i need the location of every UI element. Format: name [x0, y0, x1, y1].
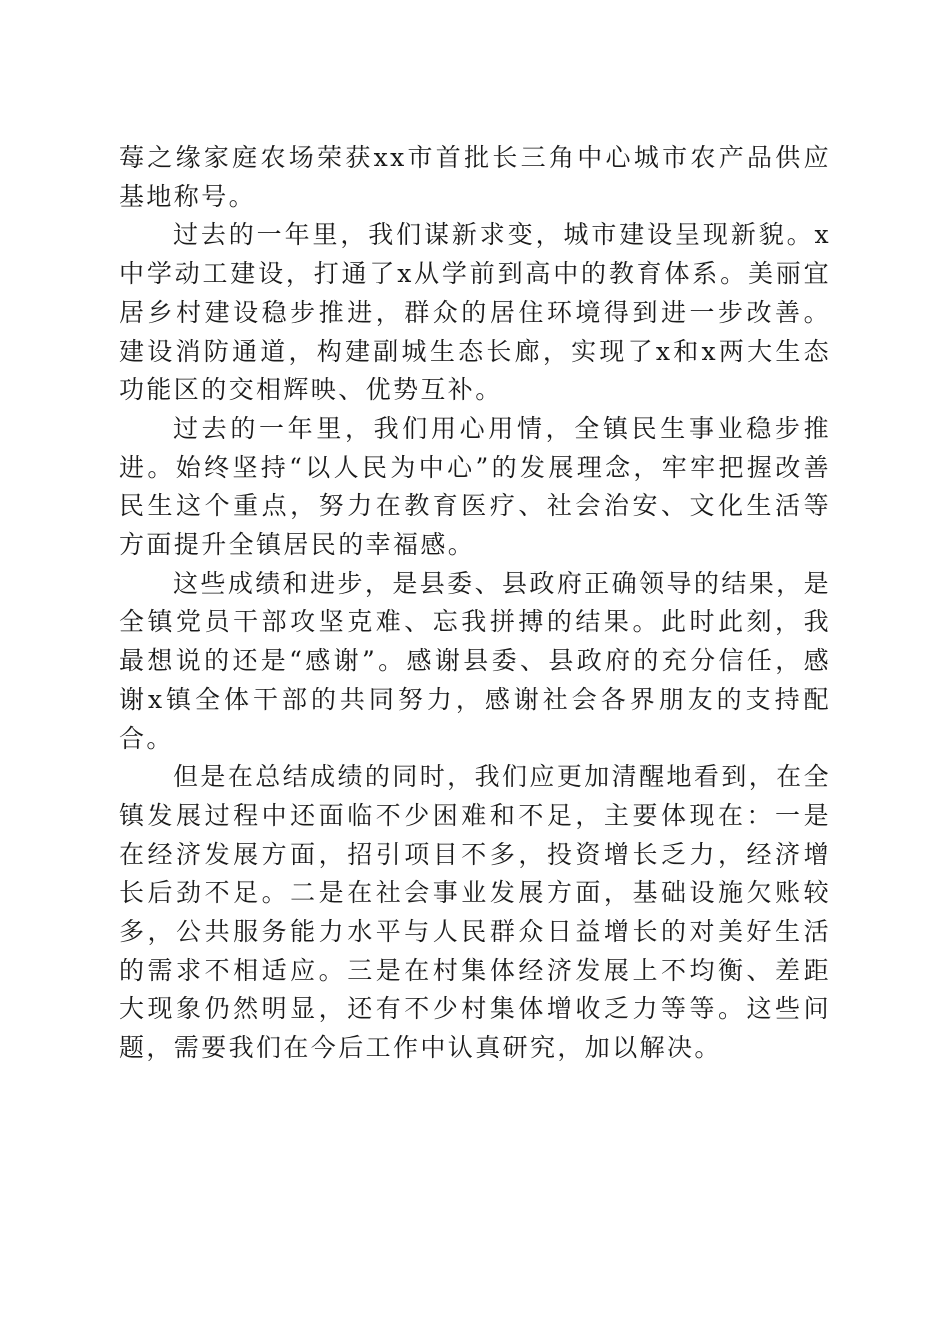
paragraph-continuation: 莓之缘家庭农场荣获xx市首批长三角中心城市农产品供应基地称号。 [119, 143, 831, 211]
paragraph-urban-construction: 过去的一年里，我们谋新求变，城市建设呈现新貌。x中学动工建设，打通了x从学前到高中的教育体系。美丽宜居乡村建设稳步推进，群众的居住环境得到进一步改善。建设消防通道，构建副城生态长廊，实现了x和x两大生态功能区的交相辉映、优势互补。 [119, 220, 831, 405]
paragraph-shortcomings: 但是在总结成绩的同时，我们应更加清醒地看到，在全镇发展过程中还面临不少困难和不足，主要体现在：一是在经济发展方面，招引项目不多，投资增长乏力，经济增长后劲不足。二是在社会事业发展方面，基础设施欠账较多，公共服务能力水平与人民群众日益增长的对美好生活的需求不相适应。三是在村集体经济发展上不均衡、差距大现象仍然明显，还有不少村集体增收乏力等等。这些问题，需要我们在今后工作中认真研究，加以解决。 [119, 762, 831, 1063]
paragraph-livelihood: 过去的一年里，我们用心用情，全镇民生事业稳步推进。始终坚持“以人民为中心”的发展理念，牢牢把握改善民生这个重点，努力在教育医疗、社会治安、文化生活等方面提升全镇居民的幸福感。 [119, 413, 831, 560]
paragraph-thanks: 这些成绩和进步，是县委、县政府正确领导的结果，是全镇党员干部攻坚克难、忘我拼搏的结果。此时此刻，我最想说的还是“感谢”。感谢县委、县政府的充分信任，感谢x镇全体干部的共同努力，感谢社会各界朋友的支持配合。 [119, 568, 831, 753]
document-body [119, 139, 831, 1068]
